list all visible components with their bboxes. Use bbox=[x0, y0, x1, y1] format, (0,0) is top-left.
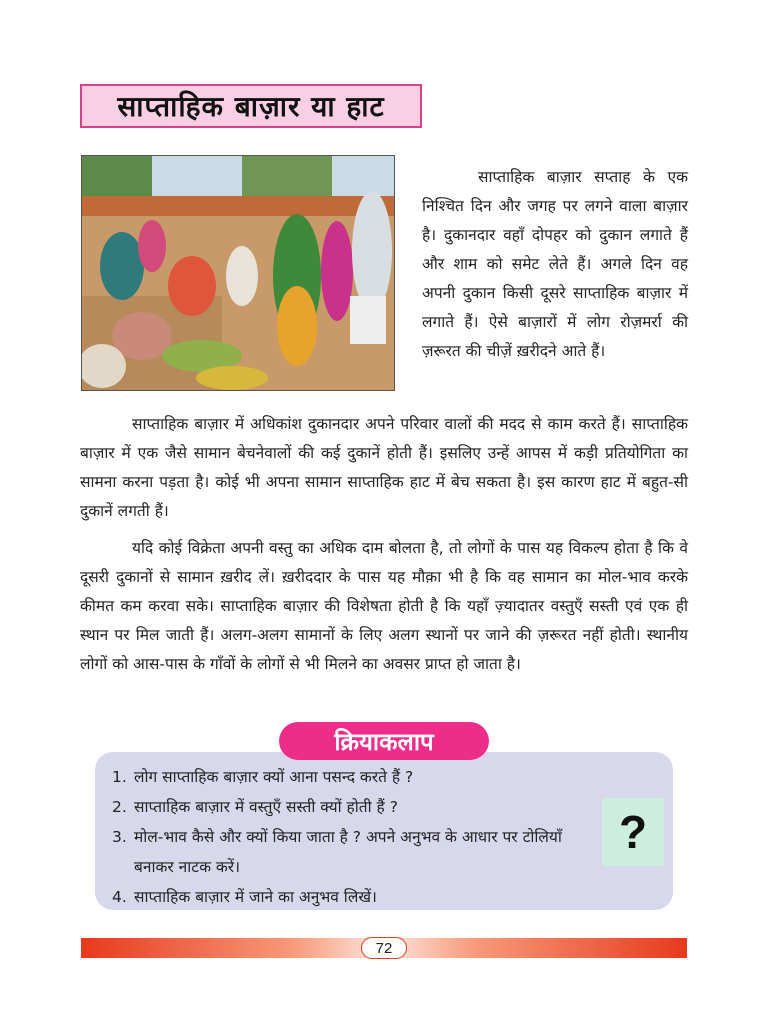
question-text: साप्ताहिक बाज़ार में जाने का अनुभव लिखें। bbox=[134, 888, 377, 906]
activity-heading-tab bbox=[279, 722, 489, 760]
market-photo-icon bbox=[82, 156, 395, 391]
question-number: 1. bbox=[112, 768, 127, 786]
intro-paragraph-block bbox=[422, 163, 688, 366]
activity-question-list bbox=[112, 762, 602, 912]
page-title: साप्ताहिक बाज़ार या हाट bbox=[117, 90, 385, 123]
body-text bbox=[80, 410, 688, 687]
paragraph-1: साप्ताहिक बाज़ार में अधिकांश दुकानदार अपने परिवार वालों की मदद से काम करते हैं। साप्ताहिक बाज़ार में एक जैसे सामान बेचनेवालों की कई दुकानें होती हैं। इसलिए उन्हें आपस में कड़ी प्रतियोगिता का सामना करना पड़ता है। कोई भी अपना सामान साप्ताहिक हाट में बेच सकता है। इस कारण हाट में बहुत-सी दुकानें लगती हैं। bbox=[80, 415, 688, 520]
activity-question bbox=[112, 792, 602, 822]
paragraph-2: यदि कोई विक्रेता अपनी वस्तु का अधिक दाम बोलता है, तो लोगों के पास यह विकल्प होता है कि वे दूसरी दुकानों से सामान ख़रीद लें। ख़रीददार के पास यह मौक़ा भी है कि वह सामान का मोल-भाव करके कीमत कम करवा सके। साप्ताहिक बाज़ार की विशेषता होती है कि यहाँ ज़्यादातर वस्तुएँ सस्ती एवं एक ही स्थान पर मिल जाती हैं। अलग-अलग सामानों के लिए अलग स्थानों पर जाने की ज़रूरत नहीं होती। स्थानीय लोगों को आस-पास के गाँवों के लोगों से भी मिलने का अवसर प्राप्त हो जाता है। bbox=[80, 539, 688, 673]
question-mark-glyph: ? bbox=[618, 806, 648, 858]
page-title-box bbox=[80, 84, 422, 128]
question-number: 4. bbox=[112, 888, 127, 906]
activity-question bbox=[112, 762, 602, 792]
page-number: 72 bbox=[361, 937, 407, 959]
market-photo bbox=[81, 155, 395, 391]
activity-question bbox=[112, 822, 602, 882]
question-text: लोग साप्ताहिक बाज़ार क्यों आना पसन्द करते हैं ? bbox=[134, 768, 414, 786]
question-number: 2. bbox=[112, 798, 127, 816]
question-number: 3. bbox=[112, 828, 127, 846]
activity-question bbox=[112, 882, 602, 912]
question-text: साप्ताहिक बाज़ार में वस्तुएँ सस्ती क्यों होती हैं ? bbox=[134, 798, 398, 816]
question-text: मोल-भाव कैसे और क्यों किया जाता है ? अपने अनुभव के आधार पर टोलियाँ बनाकर नाटक करें। bbox=[134, 828, 562, 876]
question-mark-icon bbox=[602, 798, 664, 866]
intro-paragraph: साप्ताहिक बाज़ार सप्ताह के एक निश्चित दिन और जगह पर लगने वाला बाज़ार है। दुकानदार वहाँ दोपहर को दुकान लगाते हैं और शाम को समेट लेते हैं। अगले दिन वह अपनी दुकान किसी दूसरे साप्ताहिक बाज़ार में लगाते हैं। ऐसे बाज़ारों में लोग रोज़मर्रा की ज़रूरत की चीज़ें ख़रीदने आते हैं। bbox=[422, 168, 688, 360]
activity-heading: क्रियाकलाप bbox=[334, 727, 434, 756]
